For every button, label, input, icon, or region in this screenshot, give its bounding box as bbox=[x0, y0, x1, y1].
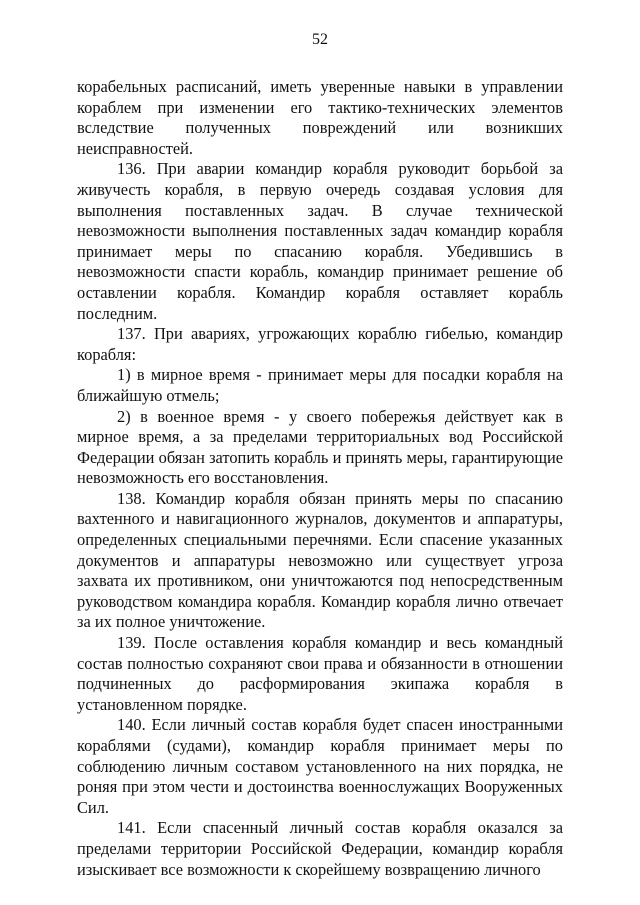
document-body bbox=[77, 77, 563, 880]
paragraph-137: 137. При авариях, угрожающих кораблю гибелью, командир корабля: bbox=[77, 324, 563, 364]
paragraph-137-item-1: 1) в мирное время - принимает меры для посадки корабля на ближайшую отмель; bbox=[77, 365, 563, 405]
paragraph-138: 138. Командир корабля обязан принять меры по спасанию вахтенного и навигационного журналов, документов и аппаратуры, определенных специальными перечнями. Если спасение указанных документов и аппаратуры невозможно или существует угроза захвата их противником, они уничтожаются под непосредственным руководством командира корабля. Командир корабля лично отвечает за их полное уничтожение. bbox=[77, 488, 563, 632]
paragraph-continuation: корабельных расписаний, иметь уверенные навыки в управлении кораблем при изменении его тактико-технических элементов вследствие полученных повреждений или возникших неисправностей. bbox=[77, 77, 563, 158]
paragraph-141: 141. Если спасенный личный состав корабля оказался за пределами территории Российской Федерации, командир корабля изыскивает все возможности к скорейшему возвращению личного bbox=[77, 818, 563, 879]
page-number: 52 bbox=[312, 31, 328, 48]
paragraph-140: 140. Если личный состав корабля будет спасен иностранными кораблями (судами), командир корабля принимает меры по соблюдению личным составом установленного на них порядка, не роняя при этом чести и достоинства военнослужащих Вооруженных Сил. bbox=[77, 715, 563, 817]
paragraph-136: 136. При аварии командир корабля руководит борьбой за живучесть корабля, в первую очередь создавая условия для выполнения поставленных задач. В случае технической невозможности выполнения поставленных задач командир корабля принимает меры по спасанию корабля. Убедившись в невозможности спасти корабль, командир принимает решение об оставлении корабля. Командир корабля оставляет корабль последним. bbox=[77, 159, 563, 323]
paragraph-137-item-2: 2) в военное время - у своего побережья действует как в мирное время, а за пределами территориальных вод Российской Федерации обязан затопить корабль и принять меры, гарантирующие невозможность его восстановления. bbox=[77, 406, 563, 488]
paragraph-139: 139. После оставления корабля командир и весь командный состав полностью сохраняют свои права и обязанности в отношении подчиненных до расформирования экипажа корабля в установленном порядке. bbox=[77, 633, 563, 714]
